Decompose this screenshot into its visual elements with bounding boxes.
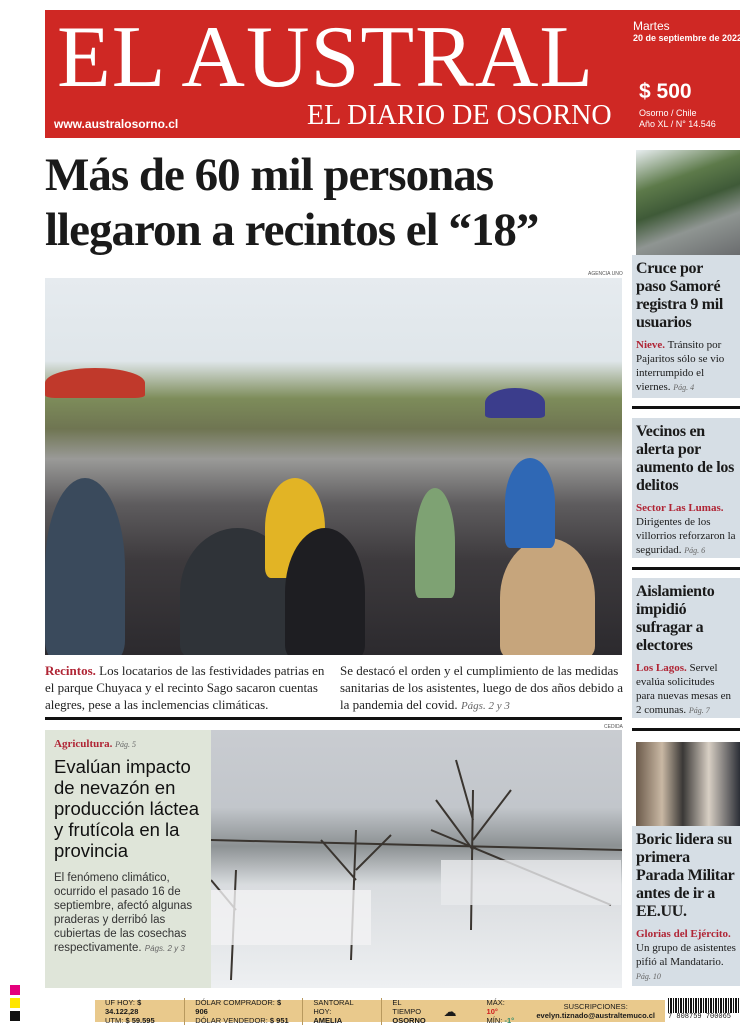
utm-value: $ 59.595 <box>125 1015 155 1025</box>
dollar-buy: $ 906 <box>195 997 282 1016</box>
caption-text: Se destacó el orden y el cumplimiento de las medidas sanitarias de los asistentes, luego de dos años debido a la pandemia del covid. <box>340 663 624 712</box>
saint-name: AMELIA <box>313 1015 343 1025</box>
label: UF HOY: <box>105 997 136 1007</box>
footer-bar <box>95 997 665 1025</box>
label: DÓLAR COMPRADOR: <box>195 997 275 1007</box>
label: SUSCRIPCIONES: <box>563 1002 628 1011</box>
masthead <box>45 9 743 138</box>
issue-date: 20 de septiembre de 2022 <box>633 33 743 43</box>
photo-credit: AGENCIA UNO <box>588 271 623 277</box>
page-ref: Pág. 4 <box>673 383 695 392</box>
cloud-rain-icon: ☁ <box>443 1003 457 1019</box>
divider <box>632 567 740 570</box>
santoral <box>303 998 382 1025</box>
weather-city: OSORNO <box>392 1015 426 1025</box>
lead-kicker: Recintos. <box>45 663 96 678</box>
story-headline: Aislamiento impidió sufragar a electores <box>636 583 715 654</box>
snow-orchard-photo[interactable] <box>211 730 622 988</box>
lead-headline[interactable]: Más de 60 mil personas llegaron a recintos el “18” <box>45 149 539 256</box>
story-headline: Vecinos en alerta por aumento de los delitos <box>636 423 735 494</box>
lead-caption-2 <box>340 662 625 715</box>
subscriptions-email[interactable]: evelyn.tiznado@australtemuco.cl <box>536 1011 655 1020</box>
min-temp: -1° <box>504 1015 515 1025</box>
dollar-rates <box>185 998 303 1025</box>
divider <box>632 406 740 409</box>
weekday: Martes <box>633 19 670 33</box>
barcode-bars <box>668 998 740 1013</box>
uf-value: $ 34.122,28 <box>105 997 142 1016</box>
lead-caption-1 <box>45 662 330 713</box>
story-headline: Boric lidera su primera Parada Militar antes de ir a EE.UU. <box>636 831 735 920</box>
agro-headline: Evalúan impacto de nevazón en producción láctea y frutícola en la provincia <box>54 756 200 861</box>
label: MÍN: <box>486 1015 503 1025</box>
divider <box>632 728 740 731</box>
page-ref: Pág. 10 <box>636 972 661 981</box>
photo-credit: CEDIDA <box>604 724 623 730</box>
page-ref: Pág. 6 <box>684 546 706 555</box>
page-ref: Pág. 5 <box>115 740 136 749</box>
color-swatch-magenta <box>10 985 20 995</box>
color-swatch-yellow <box>10 998 20 1008</box>
label: EL TIEMPO <box>392 997 422 1016</box>
location: Osorno / Chile <box>639 108 697 118</box>
snow-trees-illustration <box>211 730 622 988</box>
page-ref: Pág. 7 <box>688 706 710 715</box>
subscriptions <box>526 1002 665 1020</box>
edition-number: Año XL / N° 14.546 <box>639 119 716 129</box>
agriculture-story[interactable] <box>45 730 211 988</box>
page-ref: Págs. 2 y 3 <box>144 944 185 953</box>
page-ref: Págs. 2 y 3 <box>460 700 510 712</box>
label: MÁX: <box>486 997 505 1007</box>
website-link[interactable]: www.australosorno.cl <box>54 117 179 131</box>
story-body: Tránsito por Pajaritos sólo se vio interrumpido el viernes. <box>636 339 725 393</box>
sidebar-story-2[interactable] <box>632 418 740 558</box>
label: SANTORAL HOY: <box>313 997 354 1016</box>
uf-utm <box>95 998 185 1025</box>
agro-body: El fenómeno climático, ocurrido el pasado 16 de septiembre, afectó algunas praderas y derribó las cubiertas de las cosechas respectivamente. <box>54 872 193 954</box>
sidebar-story-3[interactable] <box>632 578 740 718</box>
sidebar-story-1[interactable] <box>632 255 740 398</box>
samore-road-photo[interactable] <box>636 150 740 255</box>
caption-text: Los locatarios de las festividades patrias en el parque Chuyaca y el recinto Sago sacaron cuentas alegres, pese a las inclemencias climáticas. <box>45 663 325 712</box>
price: $ 500 <box>639 80 692 103</box>
story-headline: Cruce por paso Samoré registra 9 mil usuarios <box>636 260 724 331</box>
newspaper-title: EL AUSTRAL <box>57 9 595 106</box>
story-kicker: Los Lagos. <box>636 662 687 674</box>
barcode-number: 7 808759 700065 <box>668 1013 732 1021</box>
label: DÓLAR VENDEDOR: <box>195 1015 268 1025</box>
agro-kicker: Agricultura. <box>54 738 113 750</box>
weather <box>382 998 526 1025</box>
divider <box>45 717 622 720</box>
story-kicker: Sector Las Lumas. <box>636 502 724 514</box>
dollar-sell: $ 951 <box>269 1015 289 1025</box>
edition-info <box>639 108 716 130</box>
max-temp: 10° <box>486 1006 498 1016</box>
sidebar-story-4[interactable] <box>632 826 740 986</box>
story-body: Servel evalúa solicitudes para nuevas mesas en 2 comunas. <box>636 662 731 716</box>
boric-photo[interactable] <box>636 742 740 826</box>
story-kicker: Nieve. <box>636 339 666 351</box>
story-body: Dirigentes de los villorrios reforzaron la seguridad. <box>636 516 736 556</box>
story-kicker: Glorias del Ejército. <box>636 928 731 940</box>
story-body: Un grupo de asistentes pifió al Mandatario. <box>636 942 736 968</box>
barcode <box>668 998 740 1024</box>
label: UTM: <box>105 1015 124 1025</box>
newspaper-subtitle: EL DIARIO DE OSORNO <box>307 100 612 131</box>
lead-photo-crowd[interactable] <box>45 278 622 655</box>
color-swatch-black <box>10 1011 20 1021</box>
